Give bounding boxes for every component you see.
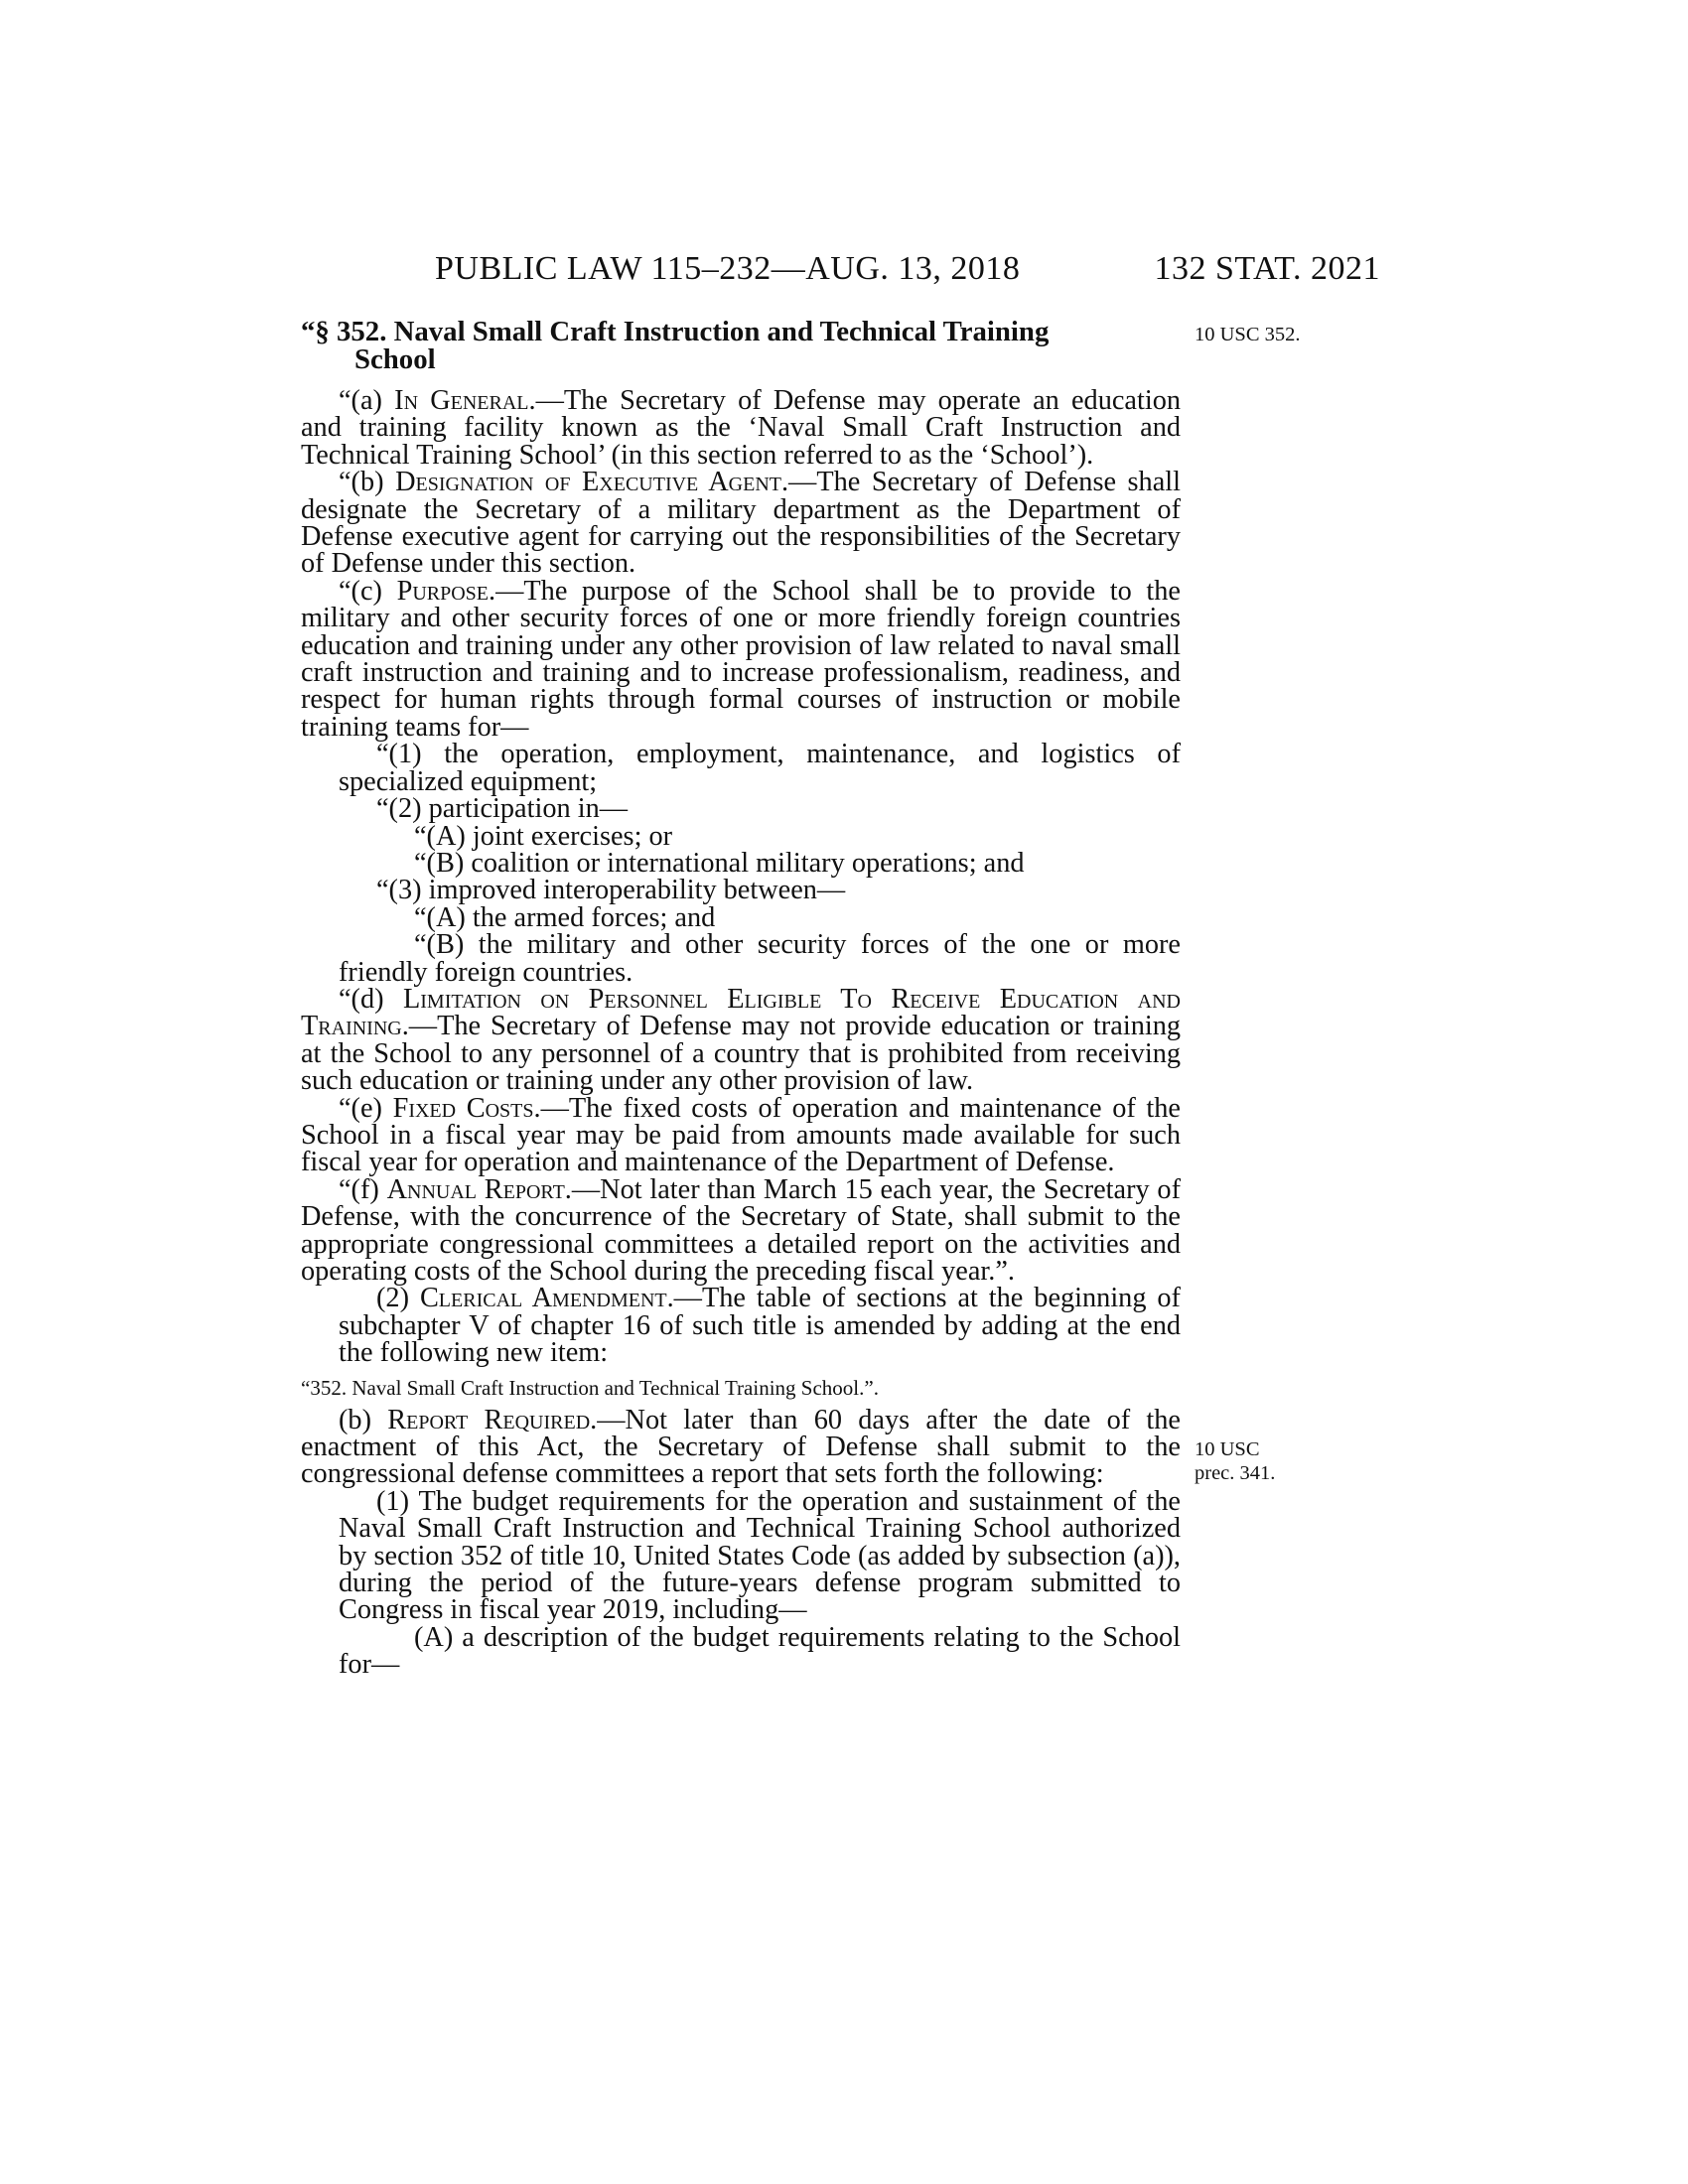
- margin-note-usc-prec-line2: prec. 341.: [1195, 1462, 1276, 1484]
- document-body: [301, 318, 1181, 1679]
- clerical-amendment-caption: Clerical Amendment: [419, 1283, 667, 1314]
- subsection-f-caption: Annual Report: [386, 1173, 565, 1205]
- paragraph-c3: “(3) improved interoperability between—: [376, 875, 846, 906]
- subsection-report: [301, 1404, 1181, 1490]
- subsection-f-label: “(f): [339, 1173, 387, 1205]
- report-text: .—Not later than 60 days after the date of the enactment of this Act, the Secretary of Defense shall submit to the congressional defense committees a report that sets forth the following:: [301, 1404, 1181, 1490]
- section-heading-line1: “§ 352. Naval Small Craft Instruction and Technical Training: [301, 316, 1050, 347]
- subsection-b: [301, 469, 1181, 578]
- subsection-d: [301, 983, 1181, 1097]
- section-heading-line2: School: [354, 343, 436, 375]
- subsection-a-text: .—The Secretary of Defense may operate an education and training facility known as the ‘Naval Small Craft Instruction and Technical Training School’ (in this section referred to as the ‘School’).: [301, 385, 1181, 471]
- subsection-d-text: .—The Secretary of Defense may not provide education or training at the School to any personnel of a country that is prohibited from receiving such education or training under any other provision of law.: [301, 1011, 1181, 1097]
- report-paragraph-1: (1) The budget requirements for the operation and sustainment of the Naval Small Craft Instruction and Technical Training School authorized by section 352 of title 10, United States Code (as added by subsection (a)), during the period of the future-years defense program submitted to Congress in fiscal year 2019, including—: [339, 1485, 1181, 1626]
- subsection-c-text: .—The purpose of the School shall be to provide to the military and other security forces of one or more friendly foreign countries education and training under any other provision of law related to naval small craft instruction and training and to increase professionalism, readiness, and respect for human rights through formal courses of instruction or mobile training teams for—: [301, 575, 1181, 743]
- subparagraph-c3a: “(A) the armed forces; and: [414, 901, 716, 933]
- subsection-c: [301, 575, 1181, 743]
- subsection-a-caption: In General: [394, 385, 529, 416]
- report-label: (b): [339, 1404, 388, 1435]
- subsection-c-caption: Purpose: [396, 575, 490, 607]
- subsection-b-text: .—The Secretary of Defense shall designate the Secretary of a military department as the Department of Defense executive agent for carrying out the responsibilities of the Secretary of Defense under this section.: [301, 467, 1181, 580]
- subsection-e-label: “(e): [339, 1092, 393, 1124]
- table-of-sections-item: “352. Naval Small Craft Instruction and Technical Training School.”.: [301, 1375, 879, 1400]
- subsection-e-text: .—The fixed costs of operation and maintenance of the School in a fiscal year may be paid from amounts made available for such fiscal year for operation and maintenance of the Department of Defense.: [301, 1092, 1181, 1178]
- subsection-d-label: “(d): [339, 983, 403, 1015]
- subsection-c-label: “(c): [339, 575, 397, 607]
- subsection-a: [301, 387, 1181, 469]
- subsection-e-caption: Fixed Costs: [392, 1092, 534, 1124]
- clerical-amendment-text: .—The table of sections at the beginning of subchapter V of chapter 16 of such title is amended by adding at the end the following new item:: [339, 1283, 1181, 1369]
- subsection-d-caption: Limitation on Personnel Eligible To Receive Education and Training: [301, 983, 1181, 1042]
- clerical-amendment: [301, 1283, 1181, 1369]
- section-heading: [301, 318, 1181, 373]
- subparagraph-c2a: “(A) joint exercises; or: [414, 820, 673, 852]
- subsection-f: [301, 1173, 1181, 1287]
- subparagraph-c3b: “(B) the military and other security forces of the one or more friendly foreign countries.: [339, 929, 1181, 988]
- report-caption: Report Required: [387, 1404, 591, 1435]
- public-law-citation: PUBLIC LAW 115–232—AUG. 13, 2018: [435, 250, 1021, 287]
- subparagraph-c2b: “(B) coalition or international military operations; and: [414, 847, 1025, 879]
- page-header: [435, 250, 1380, 290]
- paragraph-c1: “(1) the operation, employment, maintenance, and logistics of specialized equipment;: [339, 739, 1181, 797]
- subsection-e: [301, 1092, 1181, 1178]
- statute-page-number: 132 STAT. 2021: [1154, 250, 1380, 287]
- subsection-f-text: .—Not later than March 15 each year, the Secretary of Defense, with the concurrence of the Secretary of State, shall submit to the appropriate congressional committees a detailed report on the activities and operating costs of the School during the preceding fiscal year.”.: [301, 1173, 1181, 1287]
- subsection-a-label: “(a): [339, 385, 395, 416]
- paragraph-c2: “(2) participation in—: [376, 793, 629, 825]
- margin-note-usc-prec-line1: 10 USC: [1195, 1438, 1260, 1460]
- clerical-amendment-label: (2): [376, 1283, 420, 1314]
- subsection-b-caption: Designation of Executive Agent: [395, 467, 781, 498]
- subsection-b-label: “(b): [339, 467, 396, 498]
- margin-note-usc-352: 10 USC 352.: [1195, 324, 1301, 345]
- report-subparagraph-a: (A) a description of the budget requirements relating to the School for—: [339, 1621, 1181, 1681]
